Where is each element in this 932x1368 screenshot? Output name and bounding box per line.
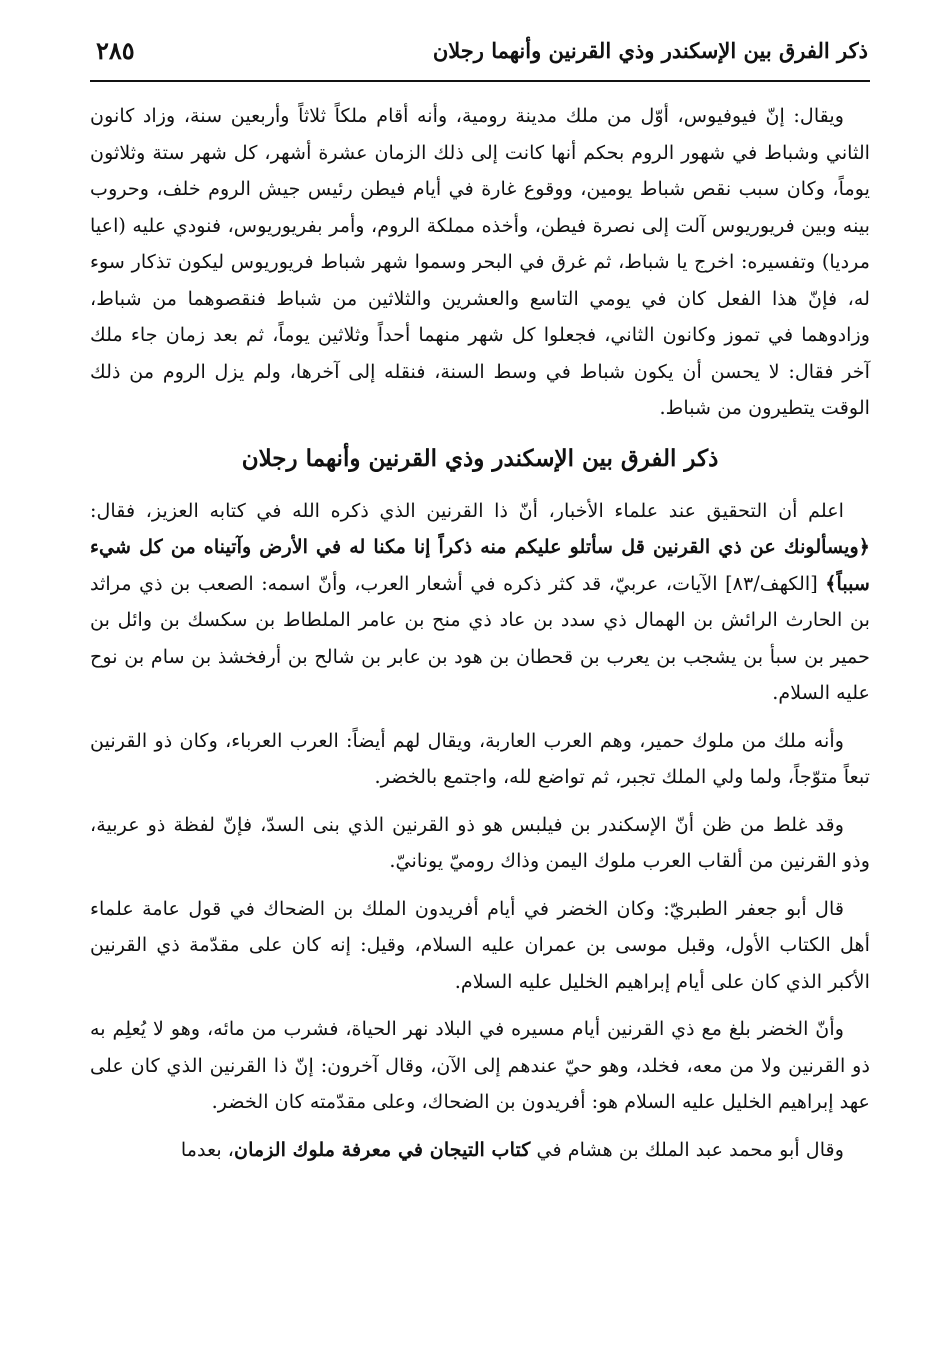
intro-paragraph: ويقال: إنّ فيوفيوس، أوّل من ملك مدينة رومية، وأنه أقام ملكاً ثلاثاً وأربعين سنة، وزاد كانون الثاني وشباط في شهور الروم بحكم أنها كانت إلى ذلك الزمان عشرة أشهر، كل شهر ستة وثلاثون يوماً، وكان سبب نقص شباط يومين، ووقوع غارة في أيام فيطن رئيس جيش الروم خلف، وحروب بينه وبين فريوريوس آلت إلى نصرة فيطن، وأخذه مملكة الروم، وأمر بفريوريوس، فنودي عليه (اعيا مرديا) وتفسيره: اخرج يا شباط، ثم غرق في البحر وسموا شهر شباط فريوريوس ليكون تذكار سوء له، فإنّ هذا الفعل كان في يومي التاسع والعشرين والثلاثين من شباط فنقصوهما من شباط، وزادوهما في تموز وكانون الثاني، فجعلوا كل شهر منهما أحداً وثلاثين يوماً، ثم بعد زمان جاء ملك آخر فقال: لا يحسن أن يكون شباط في وسط السنة، فنقله إلى آخرها، ولم يزل الروم من ذلك الوقت يتطيرون من شباط. [90,104,870,419]
quran-verse: ﴿ويسألونك عن ذي القرنين قل سأتلو عليكم منه ذكراً إنا مكنا له في الأرض وآتيناه من كل شيء سبباً﴾ [90,535,870,595]
paragraph-tabari: قال أبو جعفر الطبريّ: وكان الخضر في أيام أفريدون الملك بن الضحاك في قول عامة علماء أهل الكتاب الأول، وقبل موسى بن عمران عليه السلام، وقيل: إنه كان على مقدّمة ذي القرنين الأكبر الذي كان على أيام إبراهيم الخليل عليه السلام. [90,896,870,993]
paragraph-alexander-error: وقد غلط من ظن أنّ الإسكندر بن فيلبس هو ذو القرنين الذي بنى السدّ، فإنّ لفظة ذو عربية، وذو القرنين من ألقاب العرب ملوك اليمن وذاك روميّ يونانيّ. [90,812,870,872]
book-title: كتاب التيجان في معرفة ملوك الزمان [233,1137,531,1161]
paragraph-quran-citation [90,493,870,712]
book-page [90,26,870,1348]
paragraph-lead: اعلم أن التحقيق عند علماء الأخبار، أنّ ذا القرنين الذي ذكره الله في كتابه العزيز، فقال: [90,498,844,522]
running-title: ذكر الفرق بين الإسكندر وذي القرنين وأنهما رجلان [432,38,868,63]
paragraph-rest: ، بعدما [180,1137,234,1161]
paragraph-himyar-kings: وأنه ملك من ملوك حمير، وهم العرب العاربة، ويقال لهم أيضاً: العرب العرباء، وكان ذو القرنين تبعاً متوّجاً، ولما ولي الملك تجبر، ثم تواضع لله، واجتمع بالخضر. [90,728,870,788]
paragraph-ibn-hisham [90,1132,870,1169]
paragraph-lead: وقال أبو محمد عبد الملك بن هشام في [530,1137,844,1161]
section-heading: ذكر الفرق بين الإسكندر وذي القرنين وأنهما رجلان [241,444,719,472]
page-number: ٢٨٥ [96,36,135,65]
paragraph-khidr: وأنّ الخضر بلغ مع ذي القرنين أيام مسيره في البلاد نهر الحياة، فشرب من مائه، وهو لا يُعلِم به ذو القرنين ولا من معه، فخلد، وهو حيّ عندهم إلى الآن، وقال آخرون: إنّ ذا القرنين الذي كان على عهد إبراهيم الخليل عليه السلام هو: أفريدون بن الضحاك، وعلى مقدّمته كان الخضر. [90,1017,870,1113]
paragraph-rest: [الكهف/٨٣] الآيات، عربيّ، قد كثر ذكره في أشعار العرب، وأنّ اسمه: الصعب بن ذي مراثد بن الحارث الرائش بن الهمال ذي سدد بن عاد ذي منح بن عامر الملطاط بن سكسك بن وائل بن حمير بن سبأ بن يشجب بن يعرب بن قحطان بن هود بن عابر بن شالح بن أرفخشذ بن سام بن نوح عليه السلام. [90,571,870,704]
page-body [90,98,870,1168]
running-header [90,26,870,82]
